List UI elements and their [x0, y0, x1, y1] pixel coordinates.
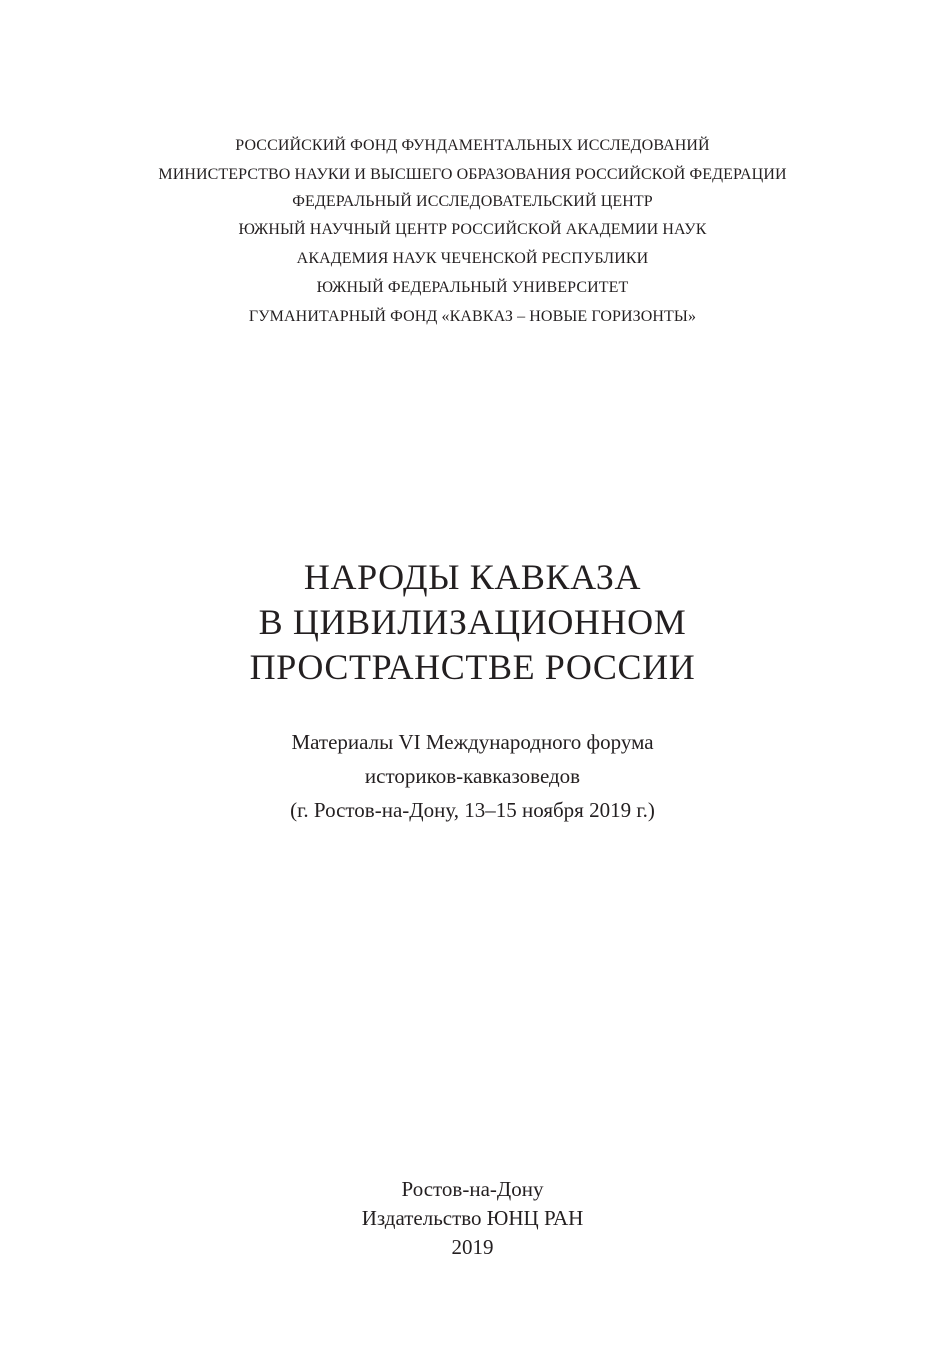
organization-line: ГУМАНИТАРНЫЙ ФОНД «КАВКАЗ – НОВЫЕ ГОРИЗОНТЫ»	[248, 308, 697, 325]
organizations-list	[0, 131, 945, 331]
book-title-line: НАРОДЫ КАВКАЗА	[303, 557, 642, 597]
book-subtitle-line: историков-кавказоведов	[364, 764, 581, 788]
imprint	[0, 1175, 945, 1262]
organization-line: ФЕДЕРАЛЬНЫЙ ИССЛЕДОВАТЕЛЬСКИЙ ЦЕНТР	[292, 193, 653, 210]
book-subtitle-line: Материалы VI Международного форума	[291, 730, 654, 754]
imprint-year: 2019	[451, 1235, 494, 1259]
book-title	[0, 555, 945, 690]
organization-line: АКАДЕМИЯ НАУК ЧЕЧЕНСКОЙ РЕСПУБЛИКИ	[296, 250, 649, 267]
book-subtitle-line: (г. Ростов-на-Дону, 13–15 ноября 2019 г.)	[290, 798, 655, 822]
organization-line: ЮЖНЫЙ НАУЧНЫЙ ЦЕНТР РОССИЙСКОЙ АКАДЕМИИ НАУК	[238, 221, 707, 238]
book-title-line: В ЦИВИЛИЗАЦИОННОМ	[258, 602, 687, 642]
imprint-city: Ростов-на-Дону	[401, 1177, 544, 1201]
organization-line: ЮЖНЫЙ ФЕДЕРАЛЬНЫЙ УНИВЕРСИТЕТ	[316, 279, 629, 296]
organization-line: РОССИЙСКИЙ ФОНД ФУНДАМЕНТАЛЬНЫХ ИССЛЕДОВАНИЙ	[235, 137, 710, 154]
book-subtitle	[0, 725, 945, 827]
organization-line: МИНИСТЕРСТВО НАУКИ И ВЫСШЕГО ОБРАЗОВАНИЯ РОССИЙСКОЙ ФЕДЕРАЦИИ	[158, 166, 787, 183]
book-title-line: ПРОСТРАНСТВЕ РОССИИ	[249, 647, 696, 687]
imprint-publisher: Издательство ЮНЦ РАН	[361, 1206, 584, 1230]
